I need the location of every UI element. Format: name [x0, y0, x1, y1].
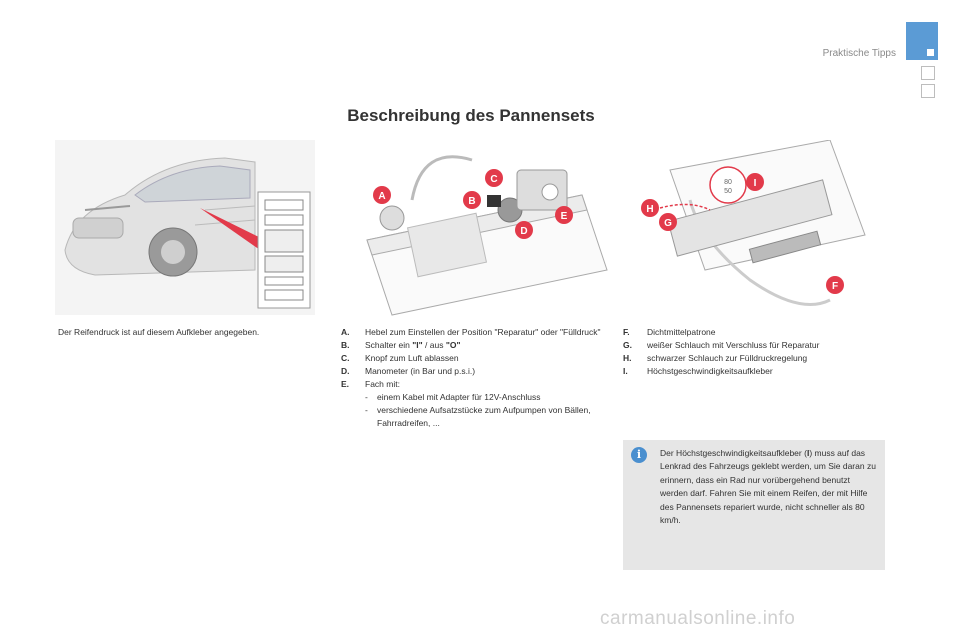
speed-sticker-bottom: 50	[724, 188, 732, 195]
tire-pressure-caption: Der Reifendruck ist auf diesem Aufkleber angegeben.	[58, 327, 260, 337]
list-item: E. Fach mit:	[341, 379, 400, 389]
info-note-text: Der Höchstgeschwindigkeitsaufkleber (I) muss auf das Lenkrad des Fahrzeugs geklebt werden, um Sie daran zu erinnern, dass ein Rad nur vorübergehend benutzt werden darf. Fahren Sie mit einem Reifen, der mit Hilfe des Pannensets repariert wurde, nicht schneller als 80 km/h.	[660, 448, 876, 526]
page-title: Beschreibung des Pannensets	[347, 106, 595, 125]
list-item: I. Höchstgeschwindigkeitsaufkleber	[623, 366, 773, 376]
car-sticker-illustration	[55, 140, 315, 315]
sub-list-item: - verschiedene Aufsatzstücke zum Aufpumpen von Bällen, Fahrradreifen, ...	[365, 405, 591, 428]
chapter-tab-active	[906, 22, 938, 60]
section-name: Praktische Tipps	[822, 48, 896, 59]
list-item: F. Dichtmittelpatrone	[623, 327, 716, 337]
label-d: D	[520, 226, 528, 237]
list-item: D. Manometer (in Bar und p.s.i.)	[341, 366, 476, 376]
kit-components-list	[341, 326, 603, 430]
label-a: A	[378, 191, 386, 202]
label-g: G	[664, 218, 672, 229]
repair-kit-illustration	[352, 140, 612, 320]
list-item: A. Hebel zum Einstellen der Position "Reparatur" oder "Fülldruck"	[341, 327, 601, 337]
label-e: E	[560, 211, 568, 222]
list-item: G. weißer Schlauch mit Verschluss für Reparatur	[623, 340, 820, 350]
chapter-tab	[921, 66, 935, 80]
label-c: C	[490, 174, 498, 185]
info-icon: i	[631, 447, 647, 463]
chapter-tab	[921, 84, 935, 98]
sub-list-item: - einem Kabel mit Adapter für 12V-Anschluss	[365, 392, 541, 402]
label-f: F	[831, 281, 839, 292]
label-i: I	[753, 178, 757, 189]
compressor-hoses-illustration	[630, 140, 870, 320]
list-item: C. Knopf zum Luft ablassen	[341, 353, 459, 363]
label-h: H	[646, 204, 654, 215]
watermark: carmanualsonline.info	[600, 608, 796, 629]
list-item: B. Schalter ein "I" / aus "O"	[341, 340, 461, 350]
speed-sticker-top: 80	[724, 179, 732, 186]
list-item: H. schwarzer Schlauch zur Fülldruckregelung	[623, 353, 808, 363]
label-b: B	[468, 196, 476, 207]
hose-components-list	[623, 326, 885, 378]
